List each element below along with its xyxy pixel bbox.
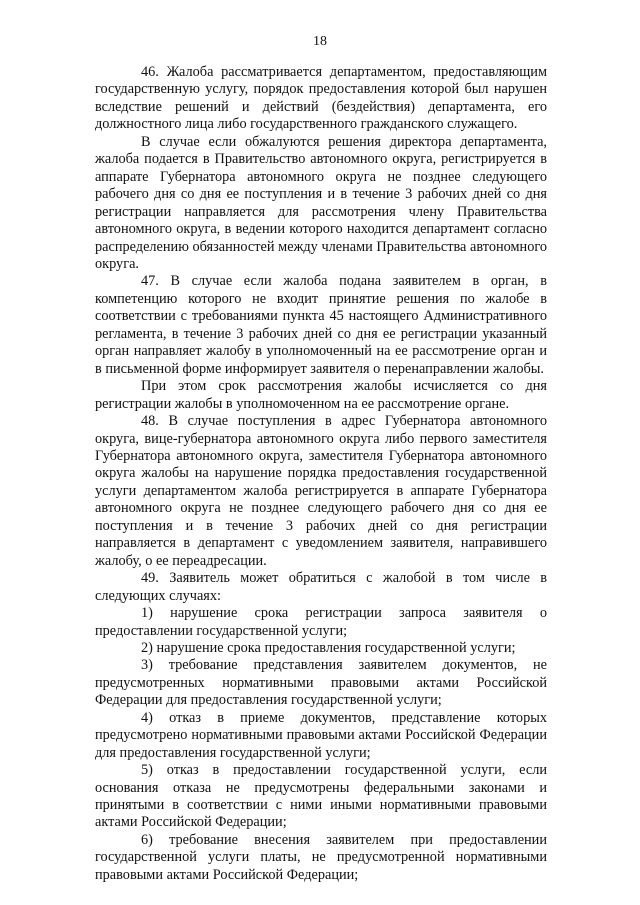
list-item-1: 1) нарушение срока регистрации запроса заявителя о предоставлении государственной услуги; <box>95 605 547 639</box>
list-item-5: 5) отказ в предоставлении государственной услуги, если основания отказа не предусмотрены федеральными законами и принятыми в соответствии с ними иными нормативными правовыми актами Российской Федерации; <box>95 762 547 831</box>
paragraph-46: 46. Жалоба рассматривается департаментом, предоставляющим государственную услугу, порядок предоставления которой был нарушен вследствие решений и действий (бездействия) департамента, его должностного лица либо государственного гражданского служащего. <box>95 64 547 133</box>
paragraph-47-continuation: При этом срок рассмотрения жалобы исчисляется со дня регистрации жалобы в уполномоченном на ее рассмотрение органе. <box>95 378 547 412</box>
paragraph-49: 49. Заявитель может обратиться с жалобой в том числе в следующих случаях: <box>95 570 547 604</box>
list-item-4: 4) отказ в приеме документов, представление которых предусмотрено нормативными правовыми актами Российской Федерации для предоставления государственной услуги; <box>95 709 547 761</box>
paragraph-47: 47. В случае если жалоба подана заявителем в орган, в компетенцию которого не входит принятие решения по жалобе в соответствии с требованиями пункта 45 настоящего Административного регламента, в течение 3 рабочих дней со дня ее регистрации указанный орган направляет жалобу в уполномоченный на ее рассмотрение орган и в письменной форме информирует заявителя о перенаправлении жалобы. <box>95 273 547 377</box>
page-number: 18 <box>313 34 327 49</box>
paragraph-48: 48. В случае поступления в адрес Губернатора автономного округа, вице-губернатора автономного округа либо первого заместителя Губернатора автономного округа, заместителя Губернатора автономного округа жалобы на нарушение порядка предоставления государственной услуги департаментом жалоба регистрируется в аппарате Губернатора автономного округа не позднее следующего рабочего дня со дня ее поступления и в течение 3 рабочих дней со дня регистрации направляется в департамент с уведомлением заявителя, направившего жалобу, о ее переадресации. <box>95 413 547 569</box>
list-item-6: 6) требование внесения заявителем при предоставлении государственной услуги платы, не предусмотренной нормативными правовыми актами Российской Федерации; <box>95 831 547 883</box>
list-item-3: 3) требование представления заявителем документов, не предусмотренных нормативными правовыми актами Российской Федерации для предоставления государственной услуги; <box>95 657 547 709</box>
document-body <box>95 64 547 884</box>
paragraph-46-continuation: В случае если обжалуются решения директора департамента, жалоба подается в Правительство автономного округа, регистрируется в аппарате Губернатора автономного округа не позднее следующего рабочего дня со дня ее поступления и в течение 3 рабочих дней со дня регистрации направляется для рассмотрения члену Правительства автономного округа, в ведении которого находится департамент согласно распределению обязанностей между членами Правительства автономного округа. <box>95 133 547 272</box>
list-item-2: 2) нарушение срока предоставления государственной услуги; <box>141 639 516 656</box>
